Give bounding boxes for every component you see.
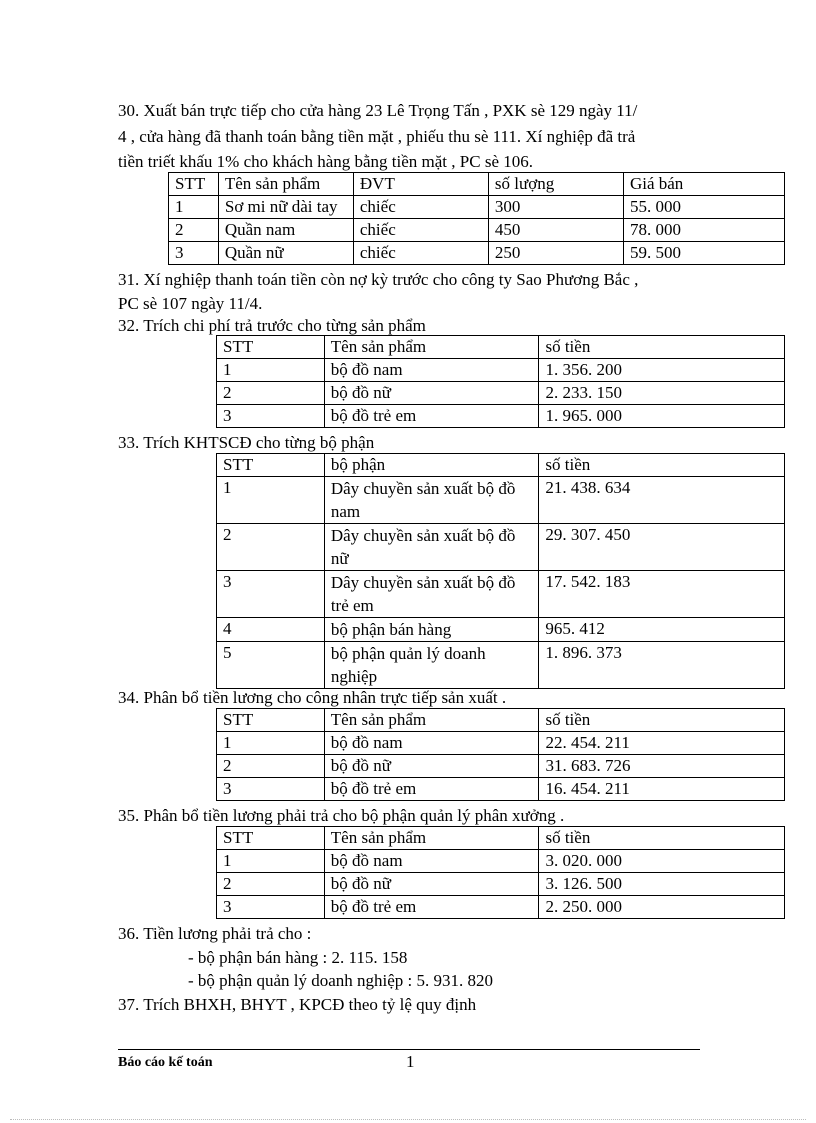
- table-cell: bộ đồ nữ: [324, 382, 539, 405]
- table-cell: 1. 356. 200: [539, 359, 785, 382]
- table-row: [217, 405, 785, 428]
- table-row: [217, 382, 785, 405]
- footer-title: Báo cáo kế toán: [118, 1055, 213, 1070]
- table-cell: 1. 896. 373: [539, 642, 785, 689]
- item-30-line-2: 4 , cửa hàng đã thanh toán bằng tiền mặt , phiếu thu sè 111. Xí nghiệp đã trả: [118, 127, 636, 146]
- table-30: [168, 172, 785, 265]
- table-cell: 250: [488, 242, 623, 265]
- header-cell: số lượng: [488, 173, 623, 196]
- table-row: [217, 755, 785, 778]
- table-row: [169, 219, 785, 242]
- item-33-title: 33. Trích KHTSCĐ cho từng bộ phận: [118, 433, 375, 452]
- table-cell: 3: [217, 778, 325, 801]
- header-cell: số tiền: [539, 709, 785, 732]
- item-35-title: 35. Phân bổ tiền lương phải trả cho bộ phận quản lý phân xưởng .: [118, 806, 565, 825]
- header-cell: số tiền: [539, 827, 785, 850]
- item-30-line-1: 30. Xuất bán trực tiếp cho cửa hàng 23 Lê Trọng Tấn , PXK sè 129 ngày 11/: [118, 101, 638, 120]
- table-34: [216, 708, 785, 801]
- table-row: [169, 242, 785, 265]
- header-cell: STT: [169, 173, 219, 196]
- header-cell: ĐVT: [353, 173, 488, 196]
- table-header-row: [217, 827, 785, 850]
- table-cell: 22. 454. 211: [539, 732, 785, 755]
- table-cell: 3. 126. 500: [539, 873, 785, 896]
- table-cell: 1: [217, 359, 325, 382]
- table-cell: bộ phận bán hàng: [324, 618, 539, 642]
- table-cell: bộ đồ trẻ em: [324, 896, 539, 919]
- table-row: [217, 618, 785, 642]
- table-cell: 2: [217, 382, 325, 405]
- table-row: [217, 873, 785, 896]
- table-header-row: [217, 709, 785, 732]
- table-cell: bộ phận quản lý doanh nghiệp: [324, 642, 539, 689]
- header-cell: số tiền: [539, 336, 785, 359]
- table-cell: Quần nữ: [218, 242, 353, 265]
- table-header-row: [217, 454, 785, 477]
- table-cell: 1: [217, 850, 325, 873]
- table-cell: 1: [217, 732, 325, 755]
- header-cell: Tên sản phẩm: [324, 709, 539, 732]
- table-row: [217, 477, 785, 524]
- table-row: [217, 642, 785, 689]
- header-cell: STT: [217, 336, 325, 359]
- table-cell: 31. 683. 726: [539, 755, 785, 778]
- table-cell: 450: [488, 219, 623, 242]
- table-cell: 4: [217, 618, 325, 642]
- item-31-line-1: 31. Xí nghiệp thanh toán tiền còn nợ kỳ trước cho công ty Sao Phương Bắc ,: [118, 270, 639, 289]
- item-37-title: 37. Trích BHXH, BHYT , KPCĐ theo tỷ lệ quy định: [118, 995, 477, 1014]
- table-cell: 16. 454. 211: [539, 778, 785, 801]
- item-32-title: 32. Trích chi phí trả trước cho từng sản phẩm: [118, 316, 426, 335]
- table-cell: Quần nam: [218, 219, 353, 242]
- item-36-sub-2: - bộ phận quản lý doanh nghiệp : 5. 931. 820: [188, 971, 494, 990]
- table-cell: Dây chuyền sản xuất bộ đồ trẻ em: [324, 571, 539, 618]
- table-cell: 2. 250. 000: [539, 896, 785, 919]
- table-row: [217, 778, 785, 801]
- table-cell: 3: [217, 896, 325, 919]
- table-cell: bộ đồ nam: [324, 732, 539, 755]
- footer-divider: [118, 1049, 700, 1050]
- table-cell: 3. 020. 000: [539, 850, 785, 873]
- item-31-line-2: PC sè 107 ngày 11/4.: [118, 294, 263, 313]
- item-36-sub-1: - bộ phận bán hàng : 2. 115. 158: [188, 948, 408, 967]
- table-cell: 965. 412: [539, 618, 785, 642]
- table-header-row: [217, 336, 785, 359]
- header-cell: số tiền: [539, 454, 785, 477]
- table-cell: 2. 233. 150: [539, 382, 785, 405]
- table-cell: 1: [169, 196, 219, 219]
- item-36-title: 36. Tiền lương phải trả cho :: [118, 924, 312, 943]
- header-cell: Giá bán: [623, 173, 784, 196]
- table-cell: 5: [217, 642, 325, 689]
- table-cell: 3: [217, 405, 325, 428]
- table-cell: chiếc: [353, 242, 488, 265]
- header-cell: Tên sản phẩm: [324, 827, 539, 850]
- table-cell: 2: [169, 219, 219, 242]
- table-cell: bộ đồ nam: [324, 850, 539, 873]
- table-cell: chiếc: [353, 219, 488, 242]
- table-row: [217, 359, 785, 382]
- table-cell: 2: [217, 524, 325, 571]
- table-cell: 2: [217, 873, 325, 896]
- table-row: [217, 850, 785, 873]
- table-cell: Sơ mi nữ dài tay: [218, 196, 353, 219]
- table-33: [216, 453, 785, 689]
- table-cell: 1: [217, 477, 325, 524]
- table-cell: bộ đồ nữ: [324, 755, 539, 778]
- page-number: 1: [406, 1052, 415, 1071]
- table-cell: 300: [488, 196, 623, 219]
- table-32: [216, 335, 785, 428]
- header-cell: Tên sản phẩm: [324, 336, 539, 359]
- table-row: [217, 571, 785, 618]
- table-header-row: [169, 173, 785, 196]
- table-cell: bộ đồ nam: [324, 359, 539, 382]
- table-cell: 2: [217, 755, 325, 778]
- table-cell: 21. 438. 634: [539, 477, 785, 524]
- header-cell: STT: [217, 827, 325, 850]
- header-cell: bộ phận: [324, 454, 539, 477]
- table-cell: 17. 542. 183: [539, 571, 785, 618]
- table-cell: chiếc: [353, 196, 488, 219]
- table-cell: 3: [217, 571, 325, 618]
- item-30-line-3: tiền triết khấu 1% cho khách hàng bằng tiền mặt , PC sè 106.: [118, 152, 533, 171]
- table-35: [216, 826, 785, 919]
- table-row: [217, 524, 785, 571]
- table-cell: Dây chuyền sản xuất bộ đồ nữ: [324, 524, 539, 571]
- table-row: [217, 732, 785, 755]
- table-cell: bộ đồ trẻ em: [324, 778, 539, 801]
- item-34-title: 34. Phân bổ tiền lương cho công nhân trực tiếp sản xuất .: [118, 688, 507, 707]
- table-cell: bộ đồ trẻ em: [324, 405, 539, 428]
- table-cell: 59. 500: [623, 242, 784, 265]
- table-cell: Dây chuyền sản xuất bộ đồ nam: [324, 477, 539, 524]
- table-row: [169, 196, 785, 219]
- table-cell: 3: [169, 242, 219, 265]
- header-cell: STT: [217, 709, 325, 732]
- table-cell: 1. 965. 000: [539, 405, 785, 428]
- table-cell: bộ đồ nữ: [324, 873, 539, 896]
- header-cell: Tên sản phẩm: [218, 173, 353, 196]
- table-cell: 78. 000: [623, 219, 784, 242]
- table-cell: 29. 307. 450: [539, 524, 785, 571]
- table-row: [217, 896, 785, 919]
- header-cell: STT: [217, 454, 325, 477]
- table-cell: 55. 000: [623, 196, 784, 219]
- page-bottom-edge: [10, 1119, 806, 1120]
